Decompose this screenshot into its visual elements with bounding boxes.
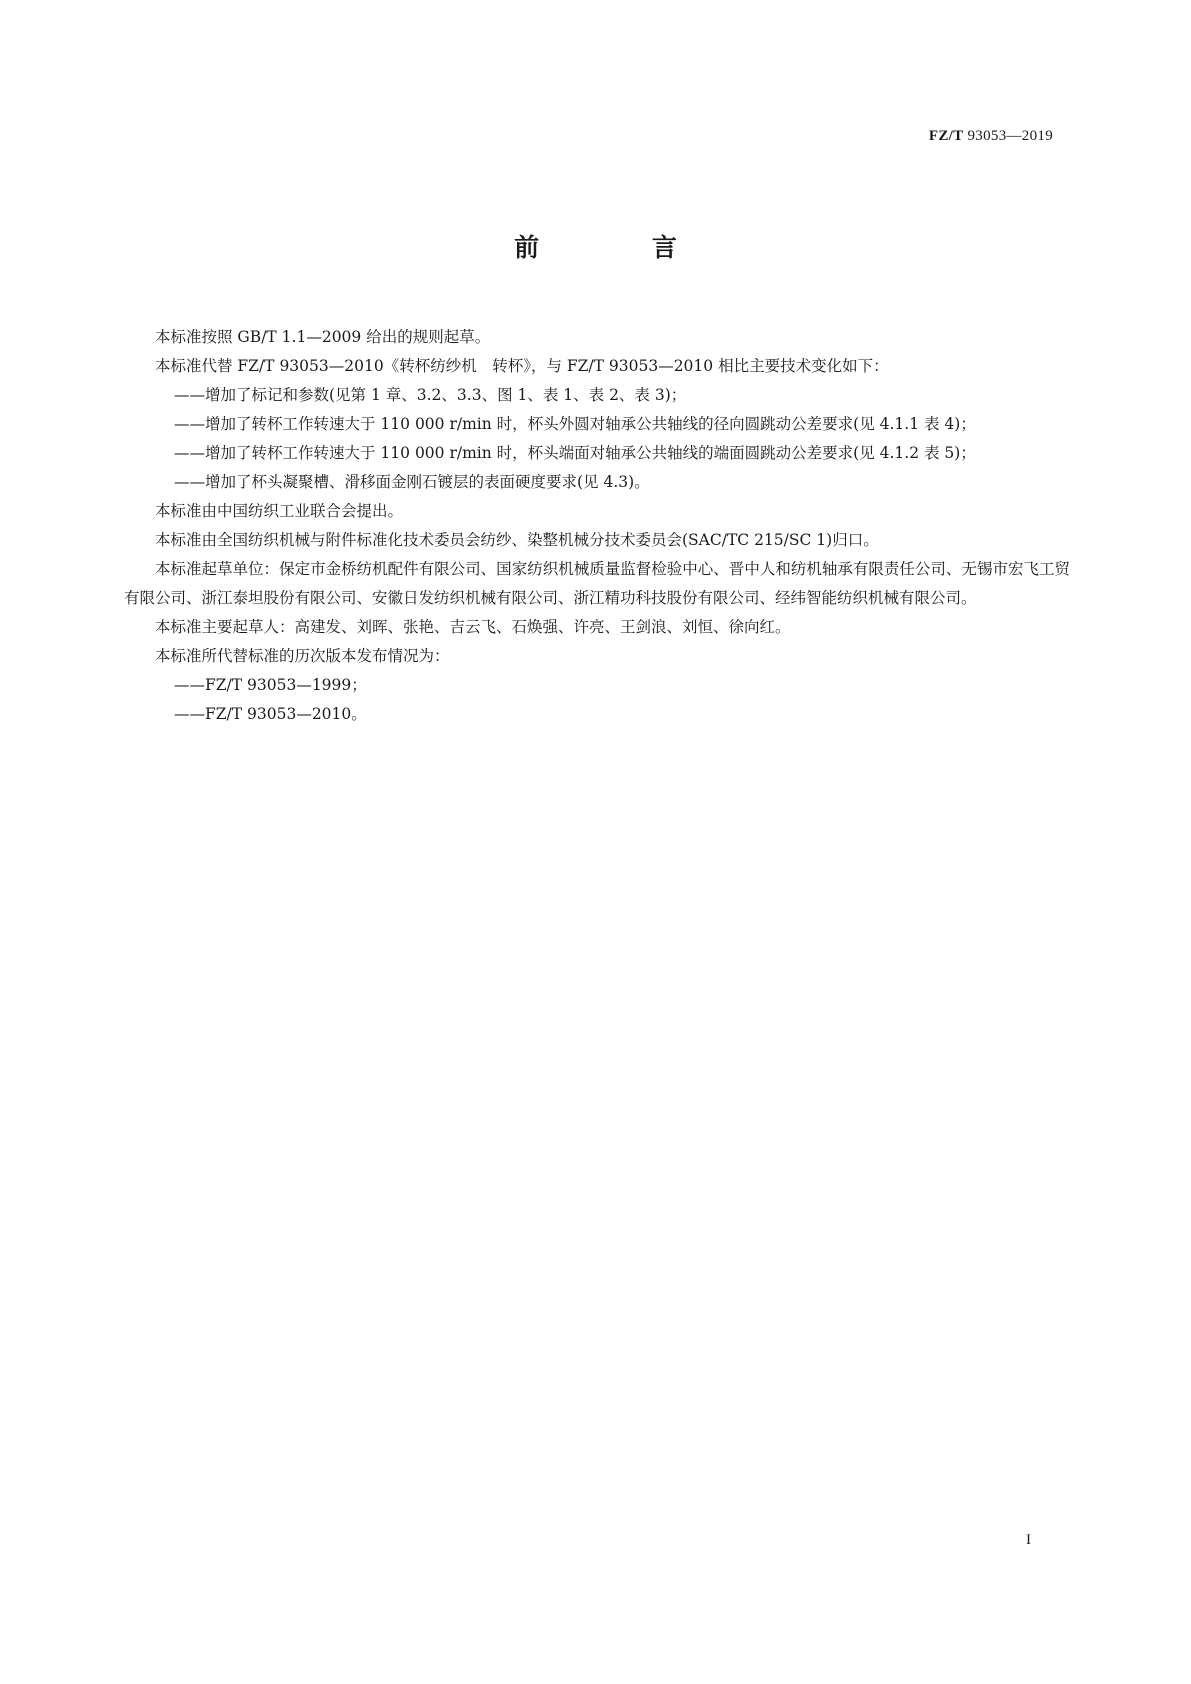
page-title: 前 言 [514,233,729,262]
list-item-change-2: ——增加了转杯工作转速大于 110 000 r/min 时，杯头外圆对轴承公共轴线的径向圆跳动公差要求(见 4.1.1 表 4)； [174,415,976,433]
paragraph-replacement: 本标准代替 FZ/T 93053—2010《转杯纺纱机 转杯》，与 FZ/T 93053—2010 相比主要技术变化如下： [155,357,889,375]
paragraph-drafting-units: 本标准起草单位：保定市金桥纺机配件有限公司、国家纺织机械质量监督检验中心、晋中人和纺机轴承有限责任公司、无锡市宏飞工贸有限公司、浙江泰坦股份有限公司、安徽日发纺织机械有限公司、浙江精功科技股份有限公司、经纬智能纺织机械有限公司。 [124,560,1070,607]
list-item-change-3: ——增加了转杯工作转速大于 110 000 r/min 时，杯头端面对轴承公共轴线的端面圆跳动公差要求(见 4.1.2 表 5)； [174,444,976,462]
list-item-history-1999: ——FZ/T 93053—1999； [174,676,367,694]
foreword-body [124,323,1070,729]
paragraph-committee: 本标准由全国纺织机械与附件标准化技术委员会纺纱、染整机械分技术委员会(SAC/TC 215/SC 1)归口。 [155,531,879,549]
paragraph-proposer: 本标准由中国纺织工业联合会提出。 [155,502,404,520]
paragraph-history: 本标准所代替标准的历次版本发布情况为： [155,647,450,665]
standard-code-prefix: FZ/T [928,128,964,144]
paragraph-drafters: 本标准主要起草人：高建发、刘晖、张艳、吉云飞、石焕强、许亮、王剑浪、刘恒、徐向红。 [155,618,791,636]
list-item-change-1: ——增加了标记和参数(见第 1 章、3.2、3.3、图 1、表 1、表 2、表 3)； [174,386,687,404]
standard-code [929,128,1053,145]
list-item-history-2010: ——FZ/T 93053—2010。 [174,705,367,723]
page-number: I [1026,1532,1031,1548]
standard-code-number: 93053—2019 [967,128,1053,144]
paragraph-drafting-rules: 本标准按照 GB/T 1.1—2009 给出的规则起草。 [155,328,491,346]
list-item-change-4: ——增加了杯头凝聚槽、滑移面金刚石镀层的表面硬度要求(见 4.3)。 [174,473,650,491]
